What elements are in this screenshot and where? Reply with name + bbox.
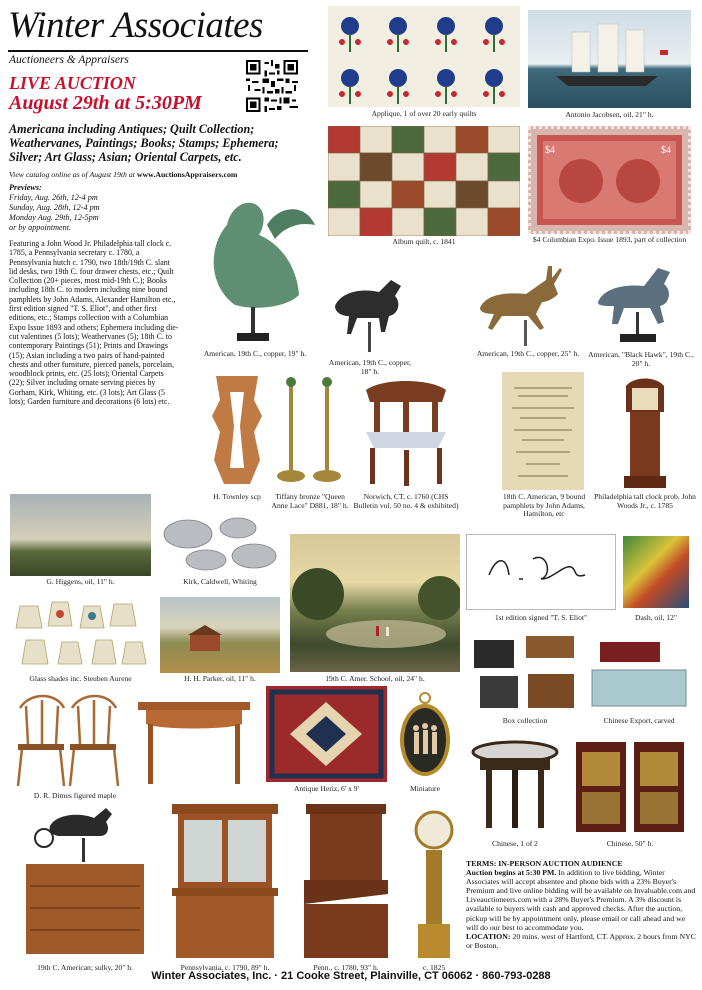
qr-code-icon[interactable] — [246, 60, 298, 112]
caption-applique: Applique, 1 of over 20 early quilts — [371, 109, 477, 118]
terms-heading: TERMS: IN-PERSON AUCTION AUDIENCE — [466, 859, 623, 868]
caption-parker: H. H. Parker, oil, 11" h. — [184, 674, 256, 683]
caption-ship: Antonio Jacobsen, oil, 21" h. — [565, 110, 654, 119]
caption-hutch: Pennsylvania, c. 1790, 89" h. — [180, 963, 270, 972]
deer-weathervane-image — [466, 254, 586, 346]
auction-description: Featuring a John Wood Jr. Philadelphia tall clock c. 1785, a Pennsylvania secretary c. 1780, a Pennsylvania hutch c. 1790, two 18th/19th C. slant lid desks, two 19th C. four drawer chests, etc.; Quilt Collection (20+ pieces, most mid-19th C.); Books including 18th C. to modern including nine bound pamphlets by John Adams, Alexander Hamilton etc., first edition signed "T. S. Eliot", and other first editions, etc.; Stamps collection with a Columbian Expo Issue 1893 and others; Ephemera including die-cut valentines (5 lots); Weathervanes (5); 18th C. to contemporary Paintings (51); Prints and Drawings (15); Asian including a two pairs of hand-painted chests and other furniture, pierced panels, porcelain, woodblock prints, etc. (25 lots); Oriental Carpets (22); Silver including ornate serving pieces by Gorham, Kirk, Whiting, etc. (3 lots); Art Glass (5 lots); Garden furniture and decorations (6 lots) etc. — [9, 239, 179, 407]
caption-deer-vane: American, 19th C., copper, 25" h. — [476, 349, 580, 358]
heriz-rug-image — [266, 686, 387, 782]
river-painting-image — [290, 534, 460, 672]
chest-sulky-image — [10, 796, 160, 962]
caption-heriz: Antique Heriz, 6' x 9' — [294, 784, 359, 793]
caption-chinese-cabinet: Chinese, 50" h. — [606, 839, 654, 848]
terms-block — [466, 859, 698, 950]
catalog-prefix: View catalog online as of August 19th at — [9, 170, 137, 179]
auction-headline: Americana including Antiques; Quilt Collection; Weathervanes, Paintings; Books; Stamps; Ephemera; Silver; Art Glass; Asian; Oriental Carpets, etc. — [9, 122, 279, 165]
dash-painting-image — [623, 536, 689, 608]
caption-rooster: American, 19th C., copper, 19" h. — [203, 349, 307, 358]
previews-title: Previews: — [9, 183, 42, 192]
black-hawk-weathervane-image — [588, 254, 694, 348]
caption-corner-chair: Norwich, CT, c. 1760 (CHS Bulletin vol. 50 no. 4 & exhibited) — [353, 492, 459, 510]
eliot-signature-image — [466, 534, 616, 610]
caption-silver: Kirk, Caldwell, Whiting — [183, 577, 257, 586]
preview-line: or by appointment. — [9, 223, 72, 232]
chinese-export-box-image — [586, 632, 692, 714]
tramp-art-image — [208, 370, 266, 490]
album-quilt-image — [328, 126, 520, 236]
silver-image — [158, 512, 282, 576]
caption-river: 19th C. Amer. School, oil, 24" h. — [325, 674, 425, 683]
event-date: August 29th at 5:30PM — [9, 92, 202, 114]
glass-shades-image — [10, 598, 151, 672]
parker-painting-image — [160, 597, 280, 673]
caption-dash: Dash, oil, 12" — [635, 613, 677, 622]
caption-album-quilt: Album quilt, c. 1841 — [392, 237, 456, 246]
stamp-image — [528, 126, 691, 234]
higgens-painting-image — [10, 494, 151, 576]
svg-text:$4: $4 — [545, 145, 555, 156]
caption-glass-shades: Glass shades inc. Steuben Aurene — [29, 674, 132, 683]
catalog-notice — [9, 170, 309, 179]
chinese-table-image — [468, 738, 562, 836]
location-text: 20 mins. west of Hartford, CT. Approx. 2 hours from NYC or Boston. — [466, 931, 696, 950]
caption-pamphlets: 18th C. American, 9 bound pamphlets by John Adams, Hamilton, etc — [502, 492, 586, 519]
preview-line: Sunday, Aug. 28th, 12-4 pm — [9, 203, 100, 212]
caption-tiffany: Tiffany bronze "Queen Anne Lace" D881, 18" h. — [271, 492, 349, 510]
rooster-weathervane-image — [187, 185, 323, 348]
chinese-cabinet-image — [568, 738, 692, 836]
tiffany-candlesticks-image — [270, 372, 348, 490]
box-collection-image — [470, 632, 580, 714]
location-label: LOCATION: — [466, 931, 511, 941]
miniature-image — [396, 690, 454, 782]
caption-eliot: 1st edition signed "T. S. Eliot" — [494, 613, 588, 622]
company-logo: Winter Associates — [8, 4, 308, 52]
catalog-link[interactable]: www.AuctionsAppraisers.com — [136, 170, 238, 179]
horse-weathervane-image — [327, 262, 413, 356]
caption-chest: 19th C. American; sulky, 20" h. — [37, 963, 133, 972]
caption-windsor: D. R. Dimes figured maple — [33, 791, 117, 800]
preview-line: Monday Aug. 29th, 12-5pm — [9, 213, 99, 222]
windsor-chairs-image — [10, 688, 127, 790]
banjo-clock-image — [410, 800, 458, 962]
ship-painting-image — [528, 10, 691, 108]
company-tagline: Auctioneers & Appraisers — [9, 54, 129, 66]
caption-chinese-table: Chinese, 1 of 2 — [492, 839, 538, 848]
caption-horse-vane: American, 19th C., copper, 18" h. — [328, 358, 412, 376]
caption-boxes: Box collection — [502, 716, 548, 725]
svg-text:$4: $4 — [661, 145, 671, 156]
caption-tramp-art: H. Townley scp — [213, 492, 261, 501]
corner-chair-image — [352, 372, 460, 490]
penn-secretary-image — [296, 800, 396, 962]
table-image — [132, 688, 256, 790]
caption-black-hawk: American, "Black Hawk", 19th C., 20" h. — [588, 350, 694, 368]
tall-clock-image — [620, 372, 670, 490]
caption-tall-clock: Philadelphia tall clock prob. John Woods Jr., c. 1785 — [594, 492, 696, 510]
caption-banjo: c. 1825 — [422, 963, 446, 972]
caption-secretary: Penn., c. 1780, 93" h. — [313, 963, 379, 972]
caption-chinese-export: Chinese Export, carved — [603, 716, 675, 725]
preview-line: Friday, Aug. 26th, 12-4 pm — [9, 193, 98, 202]
caption-higgens: G. Higgens, oil, 11" h. — [46, 577, 115, 586]
terms-body: In addition to live bidding, Winter Associates will accept absentee and phone bids with a 23% Buyer's Premium and live online bidding will be available on Invaluable.com and Liveauctioneers.com with a 28% Buyer's Premium. A 3% discount is available to buyers with cash and approved checks. After the auction, pickup will be by appointment only, please email or call ahead and we will do our best to accommodate you. — [466, 868, 696, 932]
previews-block — [9, 183, 179, 233]
applique-quilt-image — [328, 6, 520, 107]
caption-stamp: $4 Columbian Expo. Issue 1893, part of collection — [532, 235, 687, 244]
pennsylvania-hutch-image — [166, 800, 284, 962]
event-type: LIVE AUCTION — [9, 73, 136, 93]
pamphlets-image — [502, 372, 584, 490]
terms-subheading: Auction begins at 5:30 PM. — [466, 868, 557, 878]
footer-contact: Winter Associates, Inc. · 21 Cooke Street, Plainville, CT 06062 · 860-793-0288 — [151, 970, 551, 982]
caption-miniature: Miniature — [410, 784, 440, 793]
